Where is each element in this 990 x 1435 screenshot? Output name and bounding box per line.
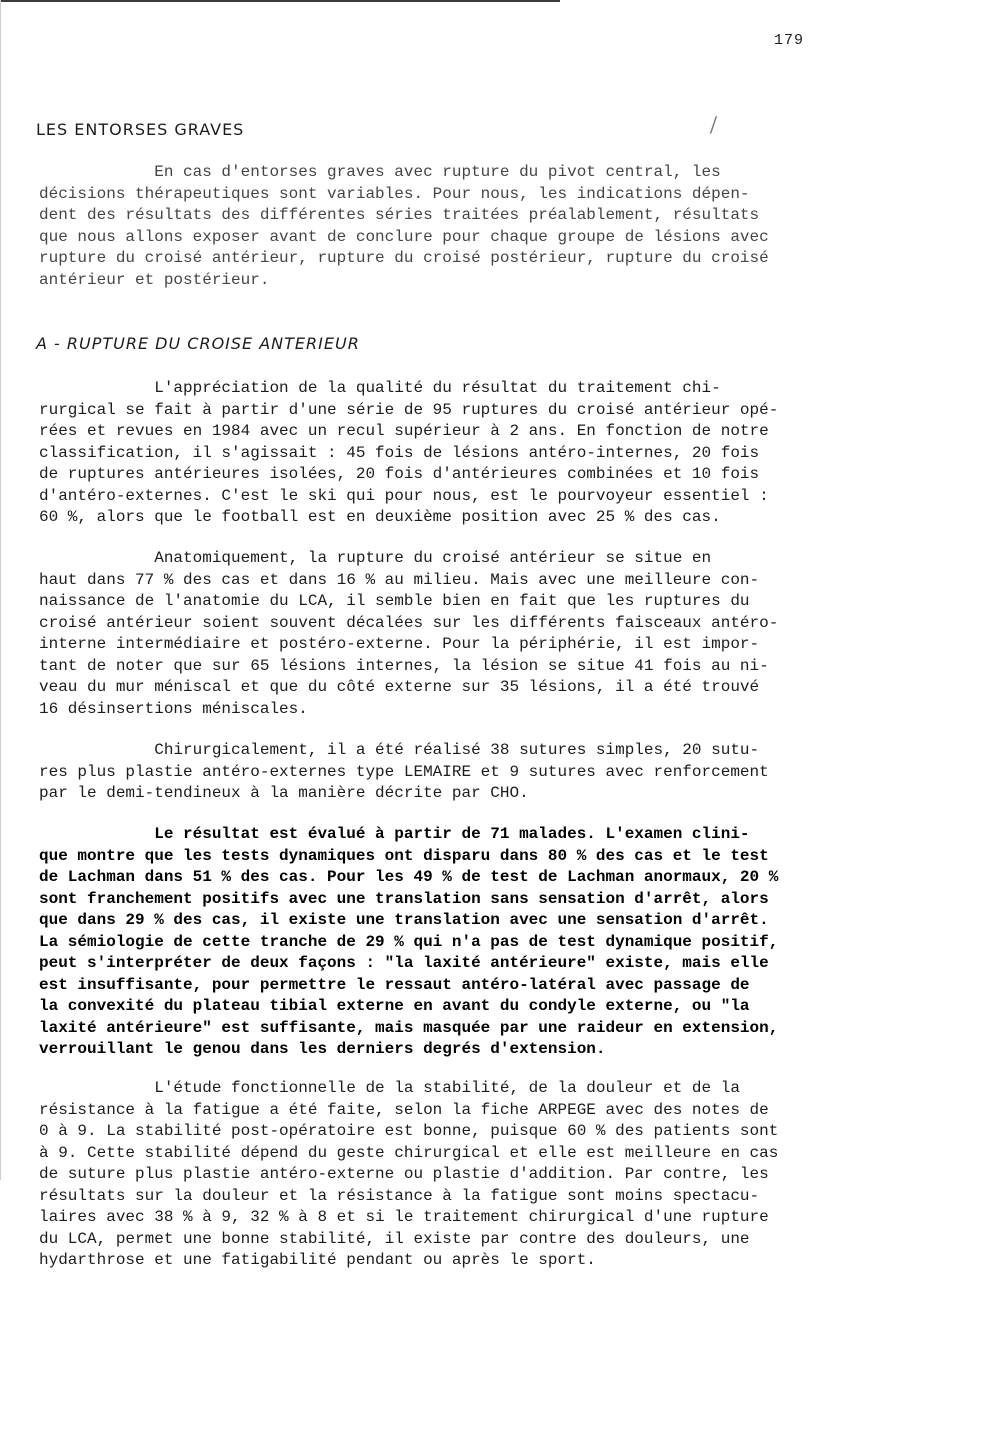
text-line: 0 à 9. La stabilité post-opératoire est bonne, puisque 60 % des patients sont bbox=[39, 1122, 779, 1140]
text-line: dent des résultats des différentes séries traitées préalablement, résultats bbox=[39, 206, 760, 224]
paragraph-intro bbox=[39, 162, 855, 291]
text-line: résultats sur la douleur et la résistance à la fatigue sont moins spectacu- bbox=[39, 1186, 760, 1205]
text-line: En cas d'entorses graves avec rupture du pivot central, les bbox=[39, 163, 721, 181]
text-line: res plus plastie antéro-externes type LEMAIRE et 9 sutures avec renforcement bbox=[39, 762, 769, 781]
paragraph-etude-fonctionnelle bbox=[39, 1078, 855, 1272]
left-binding-rule bbox=[0, 0, 1, 1180]
text-line: rupture du croisé antérieur, rupture du croisé postérieur, rupture du croisé bbox=[39, 249, 769, 267]
text-line: rurgical se fait à partir d'une série de 95 ruptures du croisé antérieur opé- bbox=[39, 400, 779, 419]
text-line: tant de noter que sur 65 lésions internes, la lésion se situe 41 fois au ni- bbox=[39, 656, 769, 675]
text-line: que nous allons exposer avant de conclure pour chaque groupe de lésions avec bbox=[39, 227, 769, 246]
text-line: est insuffisante, pour permettre le ressaut antéro-latéral avec passage de bbox=[39, 975, 750, 994]
text-line: Le résultat est évalué à partir de 71 malades. L'examen clini- bbox=[39, 825, 750, 843]
text-line: peut s'interpréter de deux façons : "la laxité antérieure" existe, mais elle bbox=[39, 954, 769, 972]
text-line: laxité antérieure" est suffisante, mais masquée par une raideur en extension, bbox=[39, 1018, 779, 1037]
text-line: sont franchement positifs avec une translation sans sensation d'arrêt, alors bbox=[39, 889, 769, 908]
paragraph-anatomiquement bbox=[39, 548, 855, 720]
text-line: interne intermédiaire et postéro-externe. Pour la périphérie, il est impor- bbox=[39, 635, 760, 653]
text-line: que montre que les tests dynamiques ont disparu dans 80 % des cas et le test bbox=[39, 846, 769, 865]
text-line: du LCA, permet une bonne stabilité, il existe par contre des douleurs, une bbox=[39, 1229, 750, 1248]
text-line: Anatomiquement, la rupture du croisé antérieur se situe en bbox=[39, 549, 712, 567]
text-line: de ruptures antérieures isolées, 20 fois d'antérieures combinées et 10 fois bbox=[39, 465, 760, 483]
text-line: la convexité du plateau tibial externe en avant du condyle externe, ou "la bbox=[39, 997, 750, 1015]
text-line: verrouillant le genou dans les derniers degrés d'extension. bbox=[39, 1040, 606, 1058]
top-border-rule bbox=[0, 0, 560, 2]
text-line: rées et revues en 1984 avec un recul supérieur à 2 ans. En fonction de notre bbox=[39, 422, 769, 440]
text-line: veau du mur méniscal et que du côté externe sur 35 lésions, il a été trouvé bbox=[39, 678, 760, 696]
section-heading-entorses-graves: LES ENTORSES GRAVES bbox=[36, 120, 245, 139]
text-line: antérieur et postérieur. bbox=[39, 270, 270, 289]
text-line: à 9. Cette stabilité dépend du geste chirurgical et elle est meilleure en cas bbox=[39, 1143, 779, 1162]
text-line: résistance à la fatigue a été faite, selon la fiche ARPEGE avec des notes de bbox=[39, 1100, 769, 1119]
text-line: d'antéro-externes. C'est le ski qui pour nous, est le pourvoyeur essentiel : bbox=[39, 486, 769, 505]
page-number: 179 bbox=[774, 32, 805, 49]
text-line: par le demi-tendineux à la manière décrite par CHO. bbox=[39, 784, 529, 802]
text-line: décisions thérapeutiques sont variables. Pour nous, les indications dépen- bbox=[39, 184, 750, 203]
text-line: que dans 29 % des cas, il existe une translation avec une sensation d'arrêt. bbox=[39, 911, 769, 929]
paragraph-resultat bbox=[39, 824, 855, 1061]
text-line: La sémiologie de cette tranche de 29 % qui n'a pas de test dynamique positif, bbox=[39, 932, 779, 951]
text-line: de suture plus plastie antéro-externe ou plastie d'addition. Par contre, les bbox=[39, 1165, 769, 1183]
text-line: L'étude fonctionnelle de la stabilité, de la douleur et de la bbox=[39, 1079, 740, 1097]
text-line: haut dans 77 % des cas et dans 16 % au milieu. Mais avec une meilleure con- bbox=[39, 570, 760, 589]
text-line: Chirurgicalement, il a été réalisé 38 sutures simples, 20 sutu- bbox=[39, 741, 760, 759]
text-line: naissance de l'anatomie du LCA, il semble bien en fait que les ruptures du bbox=[39, 592, 750, 610]
margin-pencil-mark: / bbox=[704, 114, 724, 141]
text-line: L'appréciation de la qualité du résultat du traitement chi- bbox=[39, 379, 721, 397]
text-line: 60 %, alors que le football est en deuxième position avec 25 % des cas. bbox=[39, 508, 721, 526]
text-line: 16 désinsertions méniscales. bbox=[39, 699, 308, 718]
text-line: croisé antérieur soient souvent décalées sur les différents faisceaux antéro- bbox=[39, 613, 779, 632]
paragraph-appreciation bbox=[39, 378, 855, 529]
text-line: hydarthrose et une fatigabilité pendant ou après le sport. bbox=[39, 1251, 596, 1269]
text-line: classification, il s'agissait : 45 fois de lésions antéro-internes, 20 fois bbox=[39, 443, 760, 462]
section-heading-rupture-croise-anterieur: A - RUPTURE DU CROISE ANTERIEUR bbox=[36, 334, 360, 353]
paragraph-chirurgicalement bbox=[39, 740, 855, 805]
text-line: laires avec 38 % à 9, 32 % à 8 et si le traitement chirurgical d'une rupture bbox=[39, 1208, 769, 1226]
text-line: de Lachman dans 51 % des cas. Pour les 49 % de test de Lachman anormaux, 20 % bbox=[39, 868, 779, 886]
